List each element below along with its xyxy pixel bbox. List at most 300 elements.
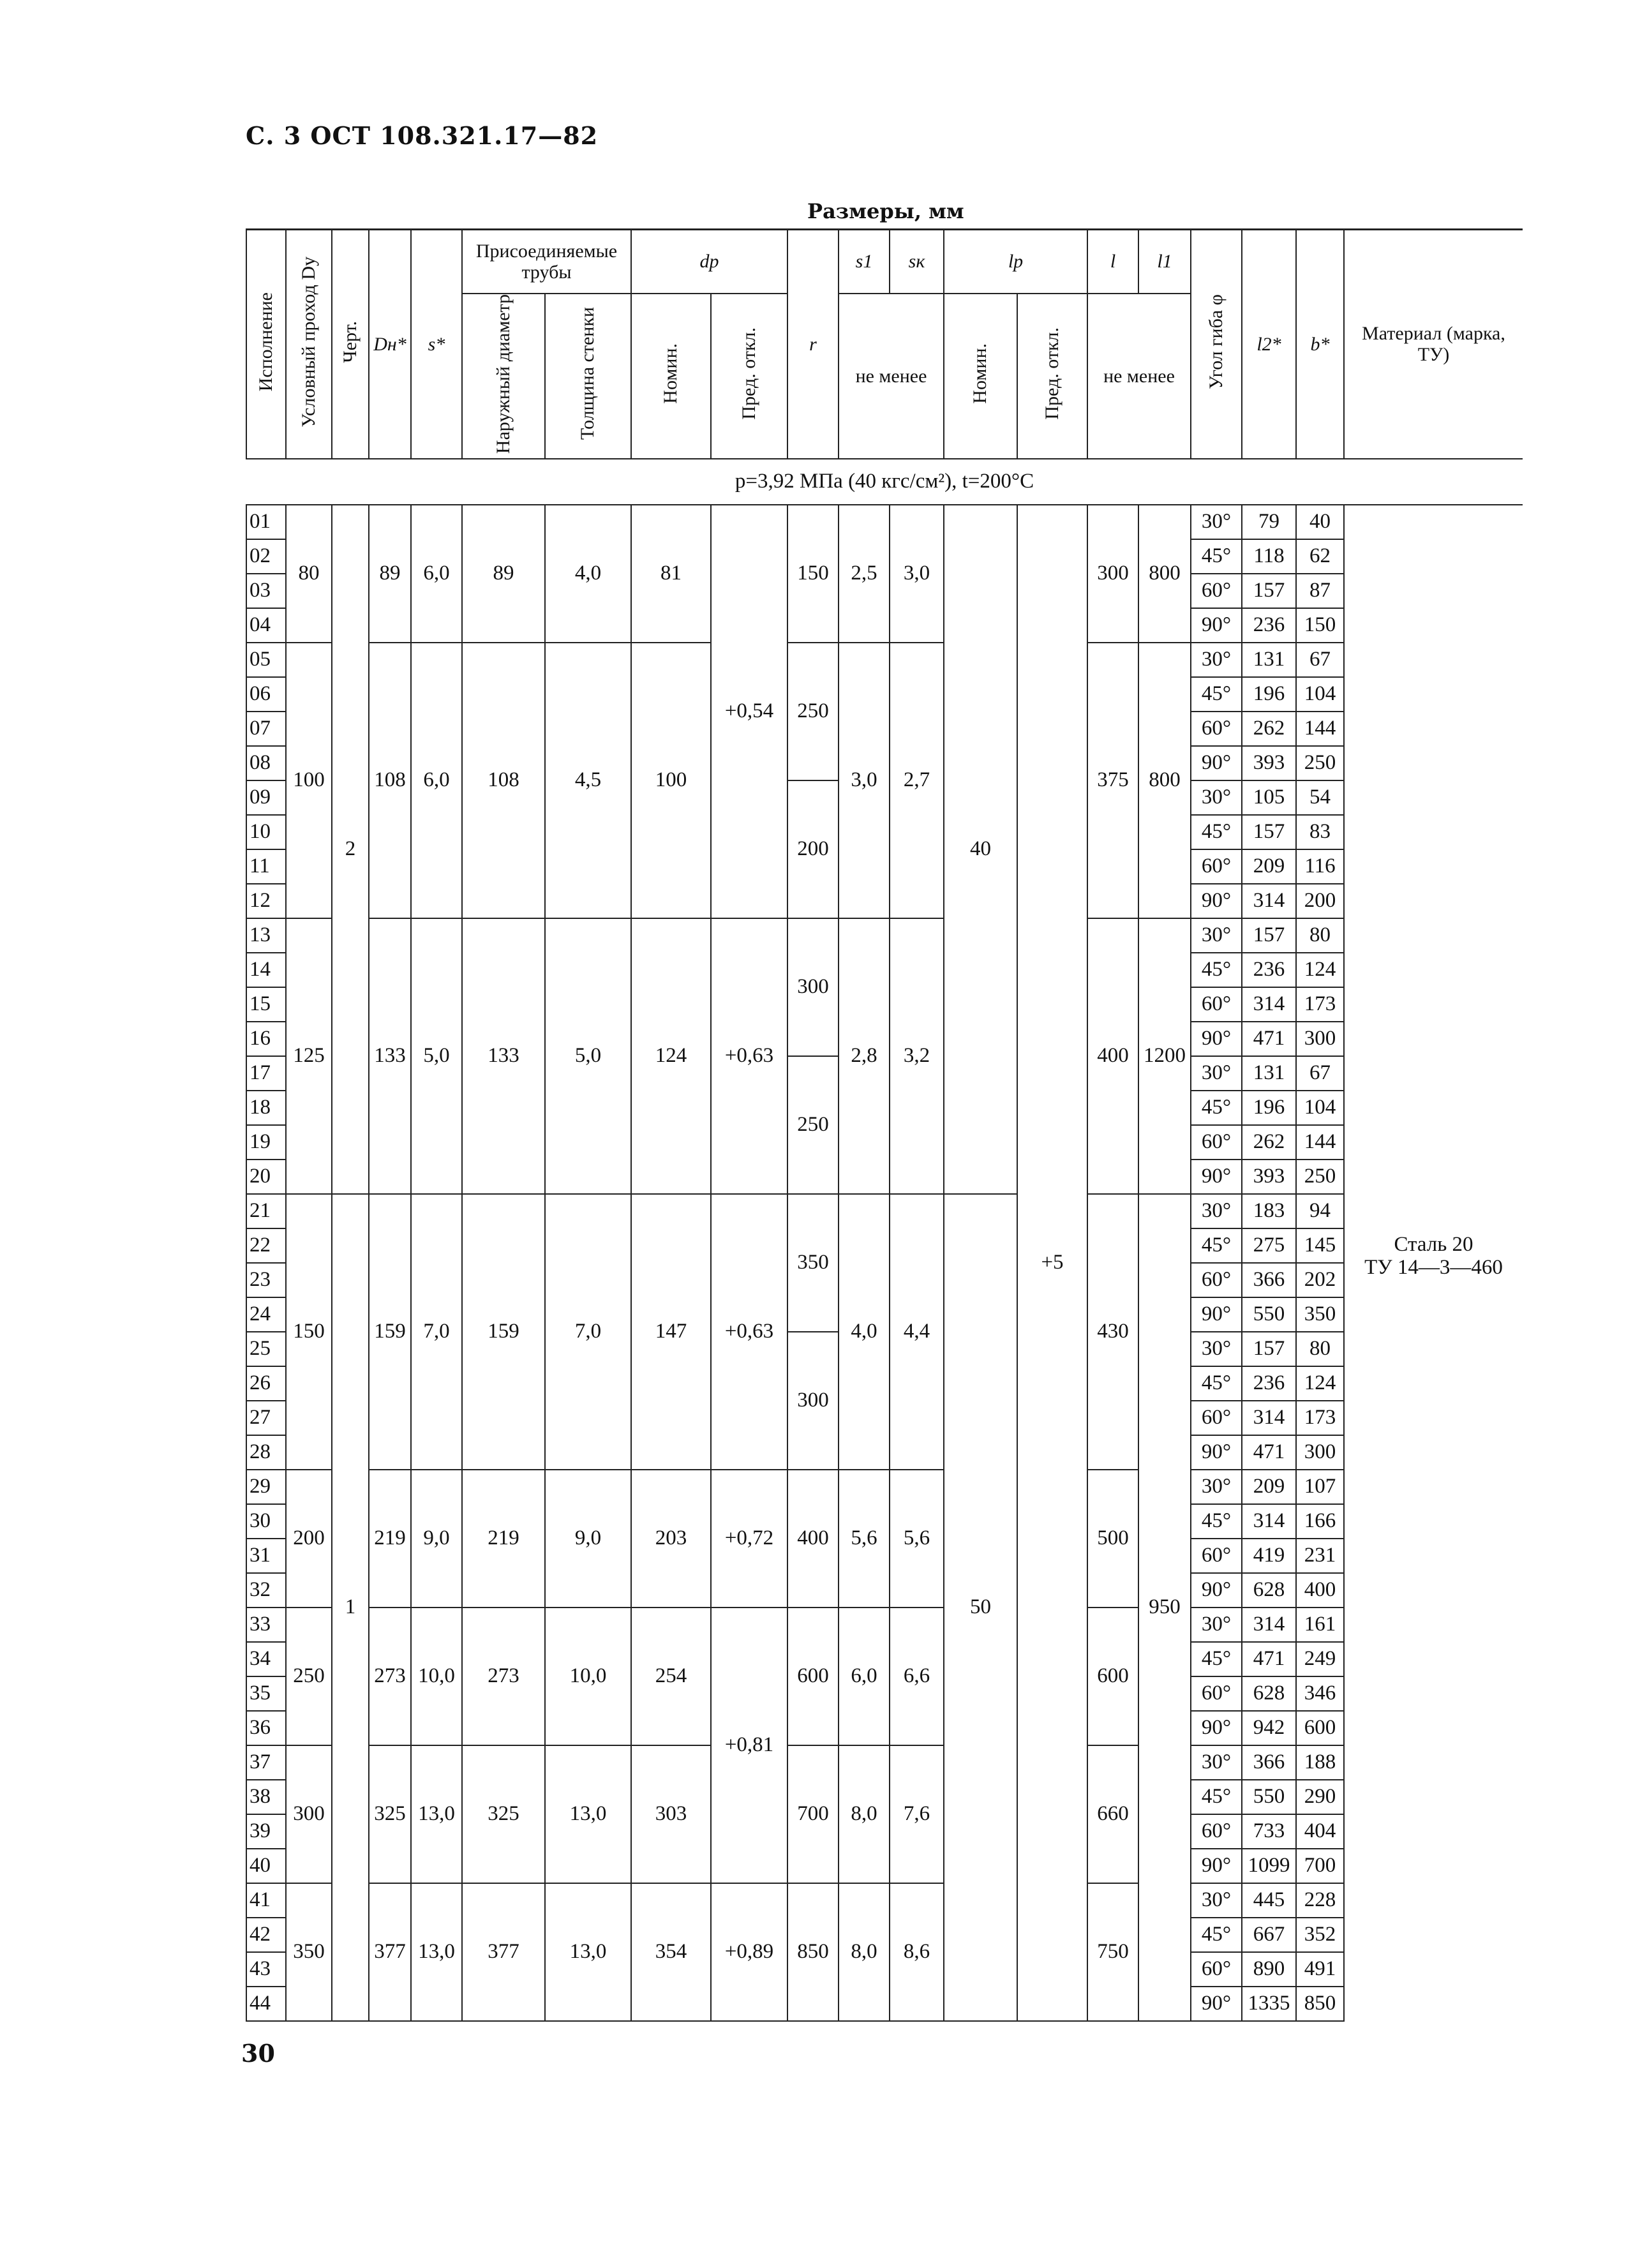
cell-phi: 90°	[1191, 1297, 1242, 1332]
cell-ispolnenie: 06	[246, 677, 286, 712]
cell-b: 67	[1296, 1056, 1344, 1091]
cell-l2: 131	[1242, 643, 1296, 677]
cell-l2: 183	[1242, 1194, 1296, 1228]
cell-b: 491	[1296, 1952, 1344, 1987]
cell-ts: 5,0	[545, 918, 631, 1194]
cell-ispolnenie: 01	[246, 505, 286, 539]
cell-sk: 8,6	[890, 1883, 944, 2021]
cell-ispolnenie: 15	[246, 987, 286, 1022]
cell-b: 352	[1296, 1918, 1344, 1952]
cell-b: 250	[1296, 1160, 1344, 1194]
cell-phi: 45°	[1191, 1780, 1242, 1814]
cell-r: 250	[787, 1056, 839, 1194]
cell-chert: 2	[332, 505, 369, 1194]
material-grade: Сталь 20	[1394, 1232, 1473, 1256]
col-prisoed: Присоединяемые трубы	[462, 230, 631, 294]
cell-l2: 366	[1242, 1745, 1296, 1780]
cell-dpo: +0,54	[711, 505, 787, 918]
cell-b: 166	[1296, 1504, 1344, 1539]
cell-dn: 219	[369, 1470, 411, 1608]
cell-l2: 157	[1242, 815, 1296, 849]
cell-s: 6,0	[411, 643, 462, 918]
cell-l2: 314	[1242, 1608, 1296, 1642]
col-lp-nomin: Номин.	[944, 294, 1017, 459]
cell-ispolnenie: 42	[246, 1918, 286, 1952]
cell-sk: 4,4	[890, 1194, 944, 1470]
cell-s: 7,0	[411, 1194, 462, 1470]
cell-dn: 325	[369, 1745, 411, 1883]
cell-phi: 60°	[1191, 1676, 1242, 1711]
cell-ispolnenie: 21	[246, 1194, 286, 1228]
cell-ispolnenie: 32	[246, 1573, 286, 1608]
cell-nd: 133	[462, 918, 545, 1194]
cell-phi: 90°	[1191, 1160, 1242, 1194]
cell-phi: 60°	[1191, 712, 1242, 746]
cell-b: 80	[1296, 1332, 1344, 1366]
cell-l2: 314	[1242, 1401, 1296, 1435]
cell-ispolnenie: 40	[246, 1849, 286, 1883]
cell-l2: 209	[1242, 849, 1296, 884]
cell-b: 144	[1296, 712, 1344, 746]
cell-s1: 6,0	[839, 1608, 890, 1745]
cell-ispolnenie: 17	[246, 1056, 286, 1091]
cell-r: 600	[787, 1608, 839, 1745]
cell-b: 104	[1296, 1091, 1344, 1125]
table-row	[246, 1194, 1523, 1228]
table-row	[246, 1883, 1523, 1918]
cell-ispolnenie: 24	[246, 1297, 286, 1332]
col-s-ne-menee: не менее	[839, 294, 944, 459]
cell-s1: 5,6	[839, 1470, 890, 1608]
cell-ispolnenie: 39	[246, 1814, 286, 1849]
cell-dn: 108	[369, 643, 411, 918]
table-caption: Размеры, мм	[807, 199, 964, 223]
cell-ispolnenie: 05	[246, 643, 286, 677]
cell-dy: 300	[286, 1745, 332, 1883]
cell-l1: 800	[1138, 643, 1191, 918]
cell-r: 400	[787, 1470, 839, 1608]
col-l2: l2*	[1242, 230, 1296, 459]
cell-phi: 30°	[1191, 1608, 1242, 1642]
cell-b: 144	[1296, 1125, 1344, 1160]
cell-s: 9,0	[411, 1470, 462, 1608]
cell-b: 150	[1296, 608, 1344, 643]
cell-l2: 1335	[1242, 1987, 1296, 2021]
cell-sk: 2,7	[890, 643, 944, 918]
cell-phi: 30°	[1191, 1194, 1242, 1228]
cell-lpn: 40	[944, 505, 1017, 1194]
cell-b: 249	[1296, 1642, 1344, 1676]
cell-ispolnenie: 34	[246, 1642, 286, 1676]
cell-l: 430	[1087, 1194, 1138, 1470]
cell-ispolnenie: 30	[246, 1504, 286, 1539]
cell-dn: 273	[369, 1608, 411, 1745]
cell-dpo: +0,63	[711, 918, 787, 1194]
cell-phi: 45°	[1191, 953, 1242, 987]
col-sk: sк	[890, 230, 944, 294]
cell-phi: 45°	[1191, 1918, 1242, 1952]
cell-l2: 209	[1242, 1470, 1296, 1504]
cell-phi: 45°	[1191, 1642, 1242, 1676]
cell-phi: 30°	[1191, 1056, 1242, 1091]
cell-ispolnenie: 14	[246, 953, 286, 987]
cell-phi: 30°	[1191, 1332, 1242, 1366]
cell-ts: 13,0	[545, 1745, 631, 1883]
cell-b: 83	[1296, 815, 1344, 849]
cell-nd: 219	[462, 1470, 545, 1608]
cell-lpo: +5	[1017, 505, 1087, 2021]
col-r: r	[787, 230, 839, 459]
col-lp: lр	[944, 230, 1087, 294]
cell-phi: 90°	[1191, 608, 1242, 643]
cell-ispolnenie: 04	[246, 608, 286, 643]
cell-ispolnenie: 43	[246, 1952, 286, 1987]
table-row	[246, 643, 1523, 677]
cell-phi: 90°	[1191, 884, 1242, 918]
cell-dpo: +0,89	[711, 1883, 787, 2021]
cell-ispolnenie: 25	[246, 1332, 286, 1366]
cell-ispolnenie: 44	[246, 1987, 286, 2021]
cell-l2: 314	[1242, 1504, 1296, 1539]
cell-dpn: 81	[631, 505, 711, 643]
cell-phi: 90°	[1191, 1987, 1242, 2021]
cell-l2: 667	[1242, 1918, 1296, 1952]
cell-l2: 314	[1242, 884, 1296, 918]
cell-phi: 30°	[1191, 1470, 1242, 1504]
cell-ispolnenie: 31	[246, 1539, 286, 1573]
cell-b: 600	[1296, 1711, 1344, 1745]
cell-r: 250	[787, 643, 839, 780]
cell-l2: 196	[1242, 677, 1296, 712]
cell-ispolnenie: 22	[246, 1228, 286, 1263]
cell-ts: 9,0	[545, 1470, 631, 1608]
cell-b: 62	[1296, 539, 1344, 574]
cell-phi: 60°	[1191, 1952, 1242, 1987]
cell-dy: 350	[286, 1883, 332, 2021]
cell-phi: 60°	[1191, 1539, 1242, 1573]
cell-b: 300	[1296, 1435, 1344, 1470]
cell-dpn: 100	[631, 643, 711, 918]
cell-ts: 7,0	[545, 1194, 631, 1470]
cell-ispolnenie: 03	[246, 574, 286, 608]
cell-l2: 1099	[1242, 1849, 1296, 1883]
dimensions-table	[246, 228, 1523, 2022]
cell-b: 124	[1296, 1366, 1344, 1401]
cell-b: 54	[1296, 780, 1344, 815]
col-tolshchina: Толщина стенки	[545, 294, 631, 459]
cell-b: 173	[1296, 987, 1344, 1022]
cell-b: 107	[1296, 1470, 1344, 1504]
cell-b: 161	[1296, 1608, 1344, 1642]
cell-sk: 7,6	[890, 1745, 944, 1883]
cell-l2: 366	[1242, 1263, 1296, 1297]
cell-b: 350	[1296, 1297, 1344, 1332]
cell-phi: 30°	[1191, 780, 1242, 815]
cell-b: 300	[1296, 1022, 1344, 1056]
material-spec: ТУ 14—3—460	[1364, 1255, 1503, 1279]
cell-phi: 60°	[1191, 1401, 1242, 1435]
cell-r: 700	[787, 1745, 839, 1883]
cell-r: 850	[787, 1883, 839, 2021]
cell-phi: 60°	[1191, 1814, 1242, 1849]
cell-dpo: +0,72	[711, 1470, 787, 1608]
cell-dy: 250	[286, 1608, 332, 1745]
cell-dy: 200	[286, 1470, 332, 1608]
cell-l: 500	[1087, 1470, 1138, 1608]
col-chert: Черт.	[332, 230, 369, 459]
cell-l2: 550	[1242, 1780, 1296, 1814]
cell-l2: 733	[1242, 1814, 1296, 1849]
cell-s: 13,0	[411, 1745, 462, 1883]
page-header: С. 3 ОСТ 108.321.17—82	[246, 121, 599, 150]
cell-r: 300	[787, 918, 839, 1056]
cell-phi: 90°	[1191, 1711, 1242, 1745]
cell-ispolnenie: 20	[246, 1160, 286, 1194]
cell-l2: 314	[1242, 987, 1296, 1022]
col-dp-pred: Пред. откл.	[711, 294, 787, 459]
col-ugol: Угол гиба φ	[1191, 230, 1242, 459]
cell-b: 202	[1296, 1263, 1344, 1297]
cell-b: 290	[1296, 1780, 1344, 1814]
cell-sk: 3,0	[890, 505, 944, 643]
cell-b: 104	[1296, 677, 1344, 712]
cell-l2: 275	[1242, 1228, 1296, 1263]
cell-ts: 10,0	[545, 1608, 631, 1745]
cell-s: 13,0	[411, 1883, 462, 2021]
cell-ispolnenie: 12	[246, 884, 286, 918]
cell-l2: 942	[1242, 1711, 1296, 1745]
cell-s1: 3,0	[839, 643, 890, 918]
col-l-ne-menee: не менее	[1087, 294, 1191, 459]
cell-s1: 8,0	[839, 1745, 890, 1883]
cell-b: 116	[1296, 849, 1344, 884]
cell-r: 350	[787, 1194, 839, 1332]
cell-b: 145	[1296, 1228, 1344, 1263]
cell-phi: 45°	[1191, 815, 1242, 849]
cell-b: 231	[1296, 1539, 1344, 1573]
table-row	[246, 1470, 1523, 1504]
cell-ispolnenie: 16	[246, 1022, 286, 1056]
cell-nd: 108	[462, 643, 545, 918]
cell-phi: 45°	[1191, 677, 1242, 712]
col-lp-pred: Пред. откл.	[1017, 294, 1087, 459]
cell-phi: 30°	[1191, 918, 1242, 953]
cell-phi: 60°	[1191, 849, 1242, 884]
cell-b: 40	[1296, 505, 1344, 539]
cell-ispolnenie: 23	[246, 1263, 286, 1297]
cell-s1: 2,5	[839, 505, 890, 643]
cell-l2: 157	[1242, 574, 1296, 608]
cell-ispolnenie: 10	[246, 815, 286, 849]
cell-b: 67	[1296, 643, 1344, 677]
cell-b: 80	[1296, 918, 1344, 953]
cell-l2: 236	[1242, 608, 1296, 643]
cell-material	[1344, 505, 1523, 2021]
cell-dpn: 203	[631, 1470, 711, 1608]
cell-nd: 325	[462, 1745, 545, 1883]
cell-b: 850	[1296, 1987, 1344, 2021]
page-number: 30	[241, 2039, 275, 2068]
cell-phi: 60°	[1191, 1263, 1242, 1297]
cell-s1: 8,0	[839, 1883, 890, 2021]
cell-l2: 471	[1242, 1435, 1296, 1470]
col-naruzhny: Наружный диаметр	[462, 294, 545, 459]
cell-nd: 377	[462, 1883, 545, 2021]
cell-dpn: 254	[631, 1608, 711, 1745]
cell-phi: 45°	[1191, 1091, 1242, 1125]
cell-phi: 90°	[1191, 1849, 1242, 1883]
cell-l2: 262	[1242, 712, 1296, 746]
cell-s: 6,0	[411, 505, 462, 643]
cell-dy: 125	[286, 918, 332, 1194]
cell-phi: 45°	[1191, 1366, 1242, 1401]
cell-s1: 2,8	[839, 918, 890, 1194]
cell-l: 375	[1087, 643, 1138, 918]
col-b: b*	[1296, 230, 1344, 459]
cell-l2: 445	[1242, 1883, 1296, 1918]
cell-s: 5,0	[411, 918, 462, 1194]
cell-phi: 30°	[1191, 1745, 1242, 1780]
cell-l2: 157	[1242, 1332, 1296, 1366]
cell-l: 600	[1087, 1608, 1138, 1745]
cell-b: 404	[1296, 1814, 1344, 1849]
cell-b: 200	[1296, 884, 1344, 918]
cell-l2: 550	[1242, 1297, 1296, 1332]
cell-ts: 13,0	[545, 1883, 631, 2021]
cell-ispolnenie: 07	[246, 712, 286, 746]
cell-l1: 950	[1138, 1194, 1191, 2021]
cell-ispolnenie: 18	[246, 1091, 286, 1125]
cell-l2: 236	[1242, 953, 1296, 987]
cell-ispolnenie: 13	[246, 918, 286, 953]
cell-phi: 45°	[1191, 539, 1242, 574]
cell-b: 250	[1296, 746, 1344, 780]
cell-l: 750	[1087, 1883, 1138, 2021]
cell-sk: 3,2	[890, 918, 944, 1194]
cell-ispolnenie: 28	[246, 1435, 286, 1470]
cell-nd: 273	[462, 1608, 545, 1745]
cell-l1: 1200	[1138, 918, 1191, 1194]
cell-b: 124	[1296, 953, 1344, 987]
cell-l2: 419	[1242, 1539, 1296, 1573]
condition-row: p=3,92 МПа (40 кгс/см²), t=200°С	[246, 459, 1523, 505]
cell-l2: 628	[1242, 1676, 1296, 1711]
cell-phi: 45°	[1191, 1228, 1242, 1263]
col-material: Материал (марка, ТУ)	[1344, 230, 1523, 459]
cell-b: 173	[1296, 1401, 1344, 1435]
col-l1: l1	[1138, 230, 1191, 294]
cell-ts: 4,5	[545, 643, 631, 918]
cell-l2: 262	[1242, 1125, 1296, 1160]
cell-b: 228	[1296, 1883, 1344, 1918]
table-row	[246, 1745, 1523, 1780]
table-row	[246, 1608, 1523, 1642]
cell-sk: 5,6	[890, 1470, 944, 1608]
table-row	[246, 918, 1523, 953]
cell-dpn: 354	[631, 1883, 711, 2021]
cell-dpo: +0,63	[711, 1194, 787, 1470]
cell-dpn: 303	[631, 1745, 711, 1883]
cell-phi: 30°	[1191, 505, 1242, 539]
cell-b: 87	[1296, 574, 1344, 608]
cell-ispolnenie: 33	[246, 1608, 286, 1642]
cell-nd: 89	[462, 505, 545, 643]
cell-l2: 890	[1242, 1952, 1296, 1987]
cell-l1: 800	[1138, 505, 1191, 643]
cell-ispolnenie: 19	[246, 1125, 286, 1160]
cell-l2: 628	[1242, 1573, 1296, 1608]
col-dp-nomin: Номин.	[631, 294, 711, 459]
cell-phi: 30°	[1191, 643, 1242, 677]
cell-ispolnenie: 09	[246, 780, 286, 815]
cell-r: 200	[787, 780, 839, 918]
cell-r: 150	[787, 505, 839, 643]
cell-ispolnenie: 41	[246, 1883, 286, 1918]
cell-phi: 45°	[1191, 1504, 1242, 1539]
cell-l2: 118	[1242, 539, 1296, 574]
col-dn: Dн*	[369, 230, 411, 459]
cell-dy: 80	[286, 505, 332, 643]
cell-l2: 393	[1242, 1160, 1296, 1194]
cell-phi: 30°	[1191, 1883, 1242, 1918]
col-s: s*	[411, 230, 462, 459]
cell-b: 346	[1296, 1676, 1344, 1711]
cell-dpn: 124	[631, 918, 711, 1194]
cell-ispolnenie: 08	[246, 746, 286, 780]
cell-ispolnenie: 35	[246, 1676, 286, 1711]
cell-nd: 159	[462, 1194, 545, 1470]
cell-phi: 90°	[1191, 1022, 1242, 1056]
cell-l: 400	[1087, 918, 1138, 1194]
cell-phi: 60°	[1191, 987, 1242, 1022]
cell-dpn: 147	[631, 1194, 711, 1470]
col-uslovny-prohod: Условный проход Dу	[286, 230, 332, 459]
cell-ispolnenie: 38	[246, 1780, 286, 1814]
cell-ispolnenie: 27	[246, 1401, 286, 1435]
cell-l2: 393	[1242, 746, 1296, 780]
cell-b: 400	[1296, 1573, 1344, 1608]
cell-ts: 4,0	[545, 505, 631, 643]
cell-phi: 60°	[1191, 574, 1242, 608]
cell-ispolnenie: 29	[246, 1470, 286, 1504]
cell-ispolnenie: 02	[246, 539, 286, 574]
cell-l: 660	[1087, 1745, 1138, 1883]
cell-phi: 90°	[1191, 746, 1242, 780]
cell-sk: 6,6	[890, 1608, 944, 1745]
cell-dn: 133	[369, 918, 411, 1194]
cell-l2: 79	[1242, 505, 1296, 539]
cell-r: 300	[787, 1332, 839, 1470]
cell-phi: 90°	[1191, 1435, 1242, 1470]
cell-lpn: 50	[944, 1194, 1017, 2021]
cell-b: 700	[1296, 1849, 1344, 1883]
cell-s1: 4,0	[839, 1194, 890, 1470]
col-l: l	[1087, 230, 1138, 294]
cell-dn: 89	[369, 505, 411, 643]
cell-phi: 60°	[1191, 1125, 1242, 1160]
cell-l2: 157	[1242, 918, 1296, 953]
cell-ispolnenie: 36	[246, 1711, 286, 1745]
cell-b: 188	[1296, 1745, 1344, 1780]
cell-dn: 377	[369, 1883, 411, 2021]
col-ispolnenie: Исполнение	[246, 230, 286, 459]
cell-l2: 471	[1242, 1022, 1296, 1056]
cell-ispolnenie: 37	[246, 1745, 286, 1780]
cell-l2: 471	[1242, 1642, 1296, 1676]
cell-l2: 236	[1242, 1366, 1296, 1401]
cell-l2: 105	[1242, 780, 1296, 815]
col-dp: dр	[631, 230, 787, 294]
